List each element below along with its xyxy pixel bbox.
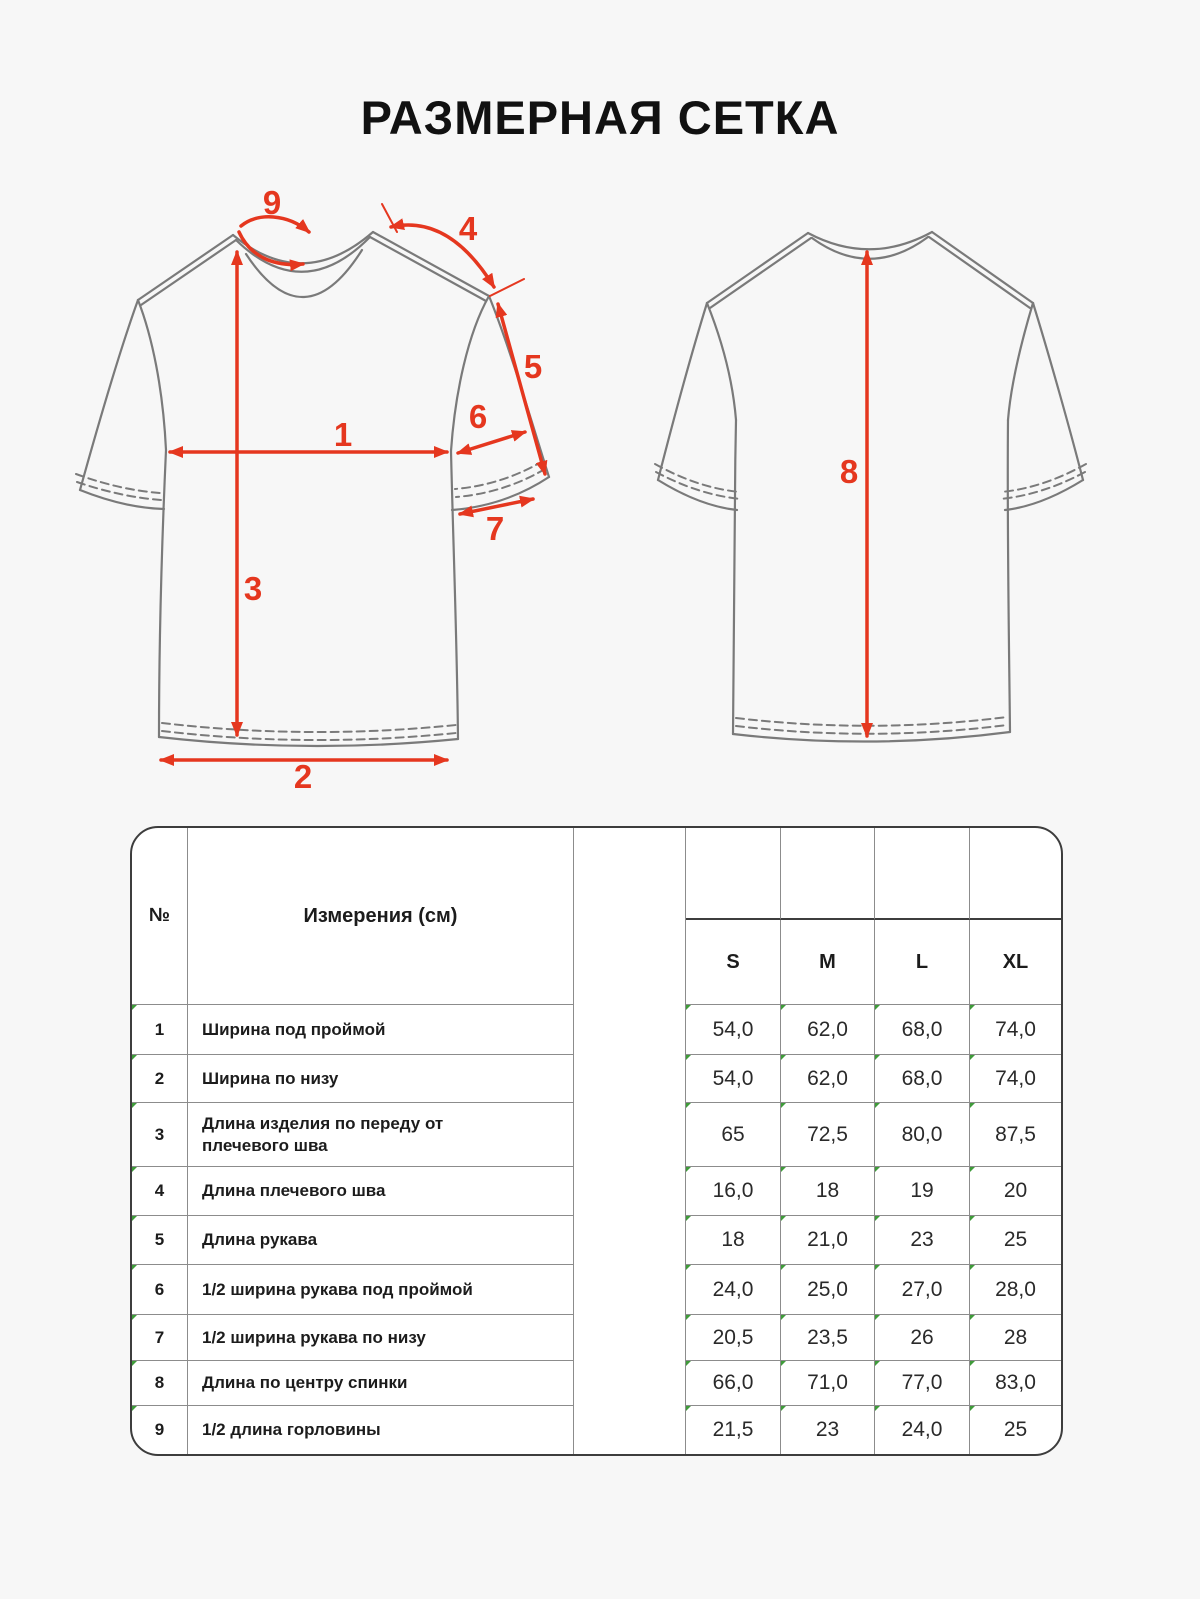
row-label: 1/2 ширина рукава по низу (188, 1315, 574, 1361)
row-label: Длина по центру спинки (188, 1361, 574, 1406)
value-m: 72,5 (781, 1103, 875, 1167)
row-number: 3 (132, 1103, 188, 1167)
value-xl: 74,0 (970, 1005, 1061, 1055)
row-number: 6 (132, 1265, 188, 1315)
value-l: 68,0 (875, 1005, 970, 1055)
value-xl: 28 (970, 1315, 1061, 1361)
measure-label-2: 2 (293, 758, 313, 795)
size-table (130, 826, 1063, 1456)
column-header-number: № (132, 828, 188, 1005)
value-l: 23 (875, 1216, 970, 1265)
row-label: Длина рукава (188, 1216, 574, 1265)
column-header-size-l: L (875, 920, 970, 1005)
value-m: 25,0 (781, 1265, 875, 1315)
value-s: 66,0 (686, 1361, 781, 1406)
column-header-size-m: M (781, 920, 875, 1005)
page-title: РАЗМЕРНАЯ СЕТКА (360, 91, 840, 144)
size-header-blank (875, 828, 970, 920)
row-label: 1/2 длина горловины (188, 1406, 574, 1454)
measure-label-9: 9 (262, 184, 282, 221)
row-number: 8 (132, 1361, 188, 1406)
front-shirt-drawing (76, 232, 549, 746)
column-header-size-xl: XL (970, 920, 1061, 1005)
value-s: 54,0 (686, 1055, 781, 1103)
value-s: 21,5 (686, 1406, 781, 1454)
table-spacer-column (574, 828, 686, 1454)
row-label: 1/2 ширина рукава под проймой (188, 1265, 574, 1315)
value-l: 77,0 (875, 1361, 970, 1406)
measure-label-1: 1 (333, 416, 353, 453)
value-m: 71,0 (781, 1361, 875, 1406)
value-l: 24,0 (875, 1406, 970, 1454)
value-m: 62,0 (781, 1005, 875, 1055)
size-header-blank (970, 828, 1061, 920)
value-l: 80,0 (875, 1103, 970, 1167)
value-xl: 25 (970, 1216, 1061, 1265)
column-header-measure: Измерения (см) (188, 828, 574, 1005)
row-number: 9 (132, 1406, 188, 1454)
row-number: 1 (132, 1005, 188, 1055)
size-header-blank (781, 828, 875, 920)
value-m: 23 (781, 1406, 875, 1454)
value-m: 62,0 (781, 1055, 875, 1103)
value-s: 24,0 (686, 1265, 781, 1315)
tshirt-measurement-diagram (0, 168, 1200, 818)
row-number: 7 (132, 1315, 188, 1361)
value-s: 54,0 (686, 1005, 781, 1055)
measure-label-4: 4 (458, 210, 478, 247)
row-number: 5 (132, 1216, 188, 1265)
row-label: Ширина по низу (188, 1055, 574, 1103)
row-label: Длина изделия по переду от плечевого шва (188, 1103, 574, 1167)
row-number: 2 (132, 1055, 188, 1103)
value-s: 18 (686, 1216, 781, 1265)
value-xl: 28,0 (970, 1265, 1061, 1315)
value-xl: 74,0 (970, 1055, 1061, 1103)
value-l: 26 (875, 1315, 970, 1361)
back-shirt-drawing (655, 232, 1086, 742)
measure-arrow-5 (498, 304, 545, 474)
measure-label-3: 3 (243, 570, 263, 607)
value-xl: 83,0 (970, 1361, 1061, 1406)
value-l: 68,0 (875, 1055, 970, 1103)
row-number: 4 (132, 1167, 188, 1216)
row-label: Длина плечевого шва (188, 1167, 574, 1216)
value-s: 16,0 (686, 1167, 781, 1216)
measure-label-5: 5 (523, 348, 543, 385)
measurement-labels (244, 184, 858, 795)
value-xl: 20 (970, 1167, 1061, 1216)
size-header-blank (686, 828, 781, 920)
column-header-size-s: S (686, 920, 781, 1005)
measure-label-7: 7 (485, 510, 505, 547)
value-m: 18 (781, 1167, 875, 1216)
measure-arrow-6 (458, 432, 525, 453)
measure-label-8: 8 (839, 453, 859, 490)
value-m: 21,0 (781, 1216, 875, 1265)
value-s: 20,5 (686, 1315, 781, 1361)
value-m: 23,5 (781, 1315, 875, 1361)
measurement-arrows (161, 204, 867, 760)
value-xl: 87,5 (970, 1103, 1061, 1167)
value-l: 19 (875, 1167, 970, 1216)
value-s: 65 (686, 1103, 781, 1167)
value-l: 27,0 (875, 1265, 970, 1315)
row-label: Ширина под проймой (188, 1005, 574, 1055)
measure-label-6: 6 (468, 398, 488, 435)
value-xl: 25 (970, 1406, 1061, 1454)
